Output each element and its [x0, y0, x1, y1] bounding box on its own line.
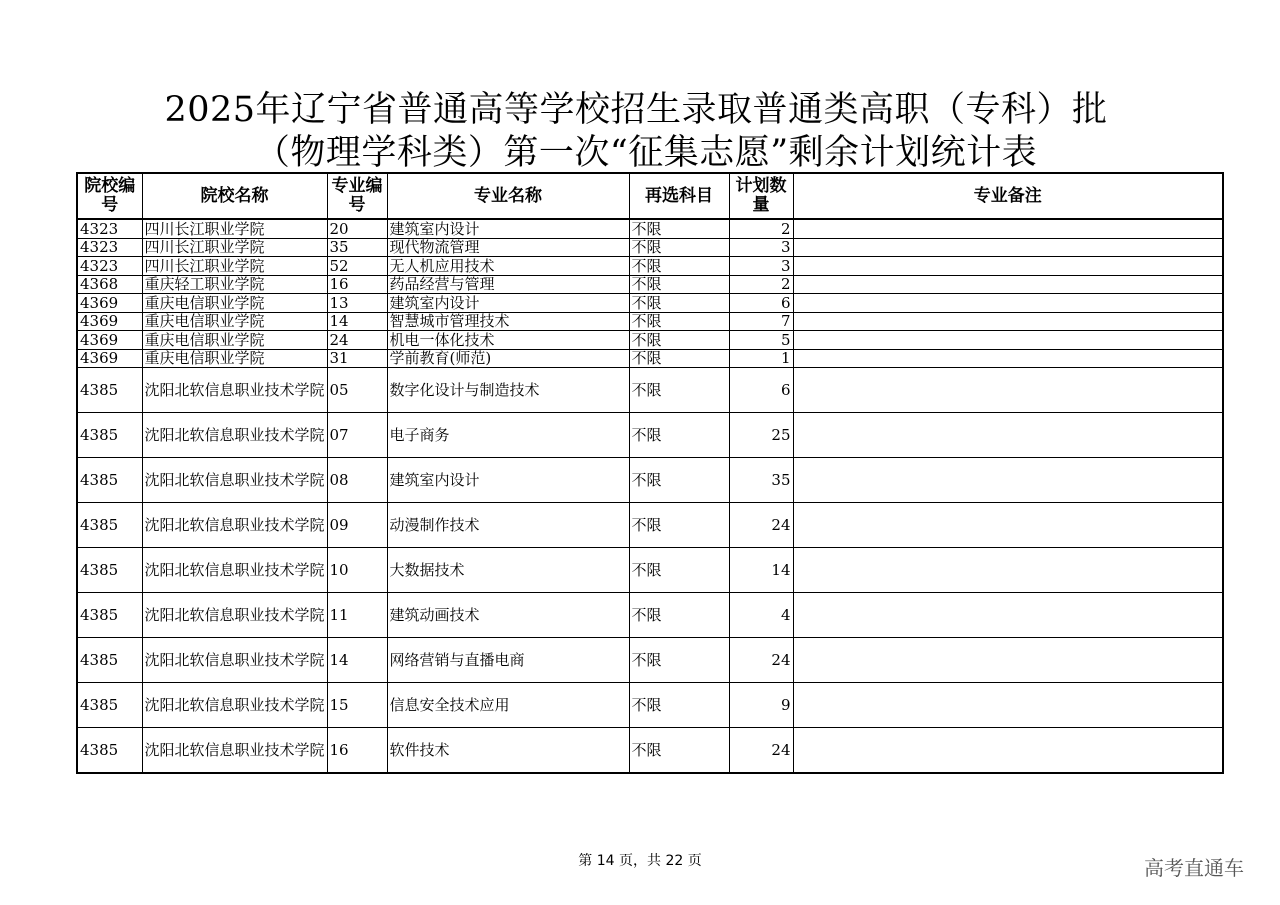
cell-major-name: 学前教育(师范) [387, 349, 629, 368]
table-row [77, 728, 1223, 774]
table-row [77, 503, 1223, 548]
cell-major-code: 08 [327, 458, 387, 503]
cell-major-code: 52 [327, 257, 387, 276]
cell-major-name: 现代物流管理 [387, 238, 629, 257]
cell-subject: 不限 [629, 368, 729, 413]
cell-school-name: 沈阳北软信息职业技术学院 [142, 413, 327, 458]
cell-school-code: 4385 [77, 458, 142, 503]
cell-major-name: 数字化设计与制造技术 [387, 368, 629, 413]
header-major-code: 专业编号 [327, 173, 387, 219]
cell-plan: 1 [729, 349, 793, 368]
cell-school-code: 4323 [77, 257, 142, 276]
table-row [77, 331, 1223, 350]
cell-major-code: 09 [327, 503, 387, 548]
table-row [77, 275, 1223, 294]
cell-remark [793, 593, 1223, 638]
cell-major-code: 20 [327, 219, 387, 238]
cell-major-name: 药品经营与管理 [387, 275, 629, 294]
cell-school-name: 沈阳北软信息职业技术学院 [142, 593, 327, 638]
cell-plan: 2 [729, 219, 793, 238]
table-row [77, 257, 1223, 276]
cell-remark [793, 219, 1223, 238]
cell-remark [793, 294, 1223, 313]
cell-school-code: 4369 [77, 349, 142, 368]
cell-remark [793, 548, 1223, 593]
cell-major-name: 建筑动画技术 [387, 593, 629, 638]
cell-subject: 不限 [629, 312, 729, 331]
cell-plan: 6 [729, 368, 793, 413]
cell-remark [793, 312, 1223, 331]
cell-remark [793, 275, 1223, 294]
cell-subject: 不限 [629, 458, 729, 503]
header-major-name: 专业名称 [387, 173, 629, 219]
cell-subject: 不限 [629, 238, 729, 257]
cell-remark [793, 413, 1223, 458]
cell-school-name: 重庆电信职业学院 [142, 312, 327, 331]
cell-school-code: 4369 [77, 294, 142, 313]
cell-subject: 不限 [629, 275, 729, 294]
cell-major-code: 35 [327, 238, 387, 257]
table-row [77, 238, 1223, 257]
cell-major-name: 机电一体化技术 [387, 331, 629, 350]
cell-major-code: 11 [327, 593, 387, 638]
cell-plan: 4 [729, 593, 793, 638]
cell-plan: 24 [729, 503, 793, 548]
cell-school-code: 4385 [77, 728, 142, 774]
cell-major-name: 建筑室内设计 [387, 219, 629, 238]
cell-subject: 不限 [629, 413, 729, 458]
cell-plan: 7 [729, 312, 793, 331]
cell-school-code: 4385 [77, 413, 142, 458]
page-title-line1: 2025年辽宁省普通高等学校招生录取普通类高职（专科）批 [164, 90, 1108, 130]
cell-school-name: 沈阳北软信息职业技术学院 [142, 458, 327, 503]
cell-school-name: 沈阳北软信息职业技术学院 [142, 638, 327, 683]
cell-school-name: 重庆电信职业学院 [142, 349, 327, 368]
table-row [77, 219, 1223, 238]
cell-school-code: 4385 [77, 593, 142, 638]
cell-school-name: 沈阳北软信息职业技术学院 [142, 503, 327, 548]
cell-remark [793, 331, 1223, 350]
cell-major-code: 13 [327, 294, 387, 313]
cell-plan: 24 [729, 728, 793, 774]
cell-major-name: 动漫制作技术 [387, 503, 629, 548]
table-row [77, 312, 1223, 331]
watermark: 高考直通车 [1144, 856, 1244, 880]
cell-school-code: 4323 [77, 238, 142, 257]
cell-school-code: 4385 [77, 368, 142, 413]
cell-remark [793, 683, 1223, 728]
table-row [77, 349, 1223, 368]
page-title-line2: （物理学科类）第一次“征集志愿”剩余计划统计表 [254, 133, 1038, 173]
cell-plan: 2 [729, 275, 793, 294]
cell-major-code: 07 [327, 413, 387, 458]
cell-school-code: 4385 [77, 503, 142, 548]
cell-school-code: 4369 [77, 312, 142, 331]
cell-plan: 35 [729, 458, 793, 503]
cell-school-name: 沈阳北软信息职业技术学院 [142, 368, 327, 413]
cell-major-name: 建筑室内设计 [387, 294, 629, 313]
cell-remark [793, 458, 1223, 503]
cell-major-name: 大数据技术 [387, 548, 629, 593]
cell-plan: 3 [729, 257, 793, 276]
cell-school-code: 4385 [77, 683, 142, 728]
cell-plan: 9 [729, 683, 793, 728]
cell-subject: 不限 [629, 728, 729, 774]
cell-subject: 不限 [629, 683, 729, 728]
header-subject: 再选科目 [629, 173, 729, 219]
cell-subject: 不限 [629, 593, 729, 638]
cell-remark [793, 238, 1223, 257]
cell-remark [793, 638, 1223, 683]
cell-subject: 不限 [629, 349, 729, 368]
header-plan: 计划数量 [729, 173, 793, 219]
cell-plan: 25 [729, 413, 793, 458]
cell-major-name: 智慧城市管理技术 [387, 312, 629, 331]
cell-school-name: 四川长江职业学院 [142, 238, 327, 257]
cell-school-name: 沈阳北软信息职业技术学院 [142, 548, 327, 593]
cell-school-name: 四川长江职业学院 [142, 257, 327, 276]
cell-major-name: 信息安全技术应用 [387, 683, 629, 728]
cell-school-name: 沈阳北软信息职业技术学院 [142, 728, 327, 774]
cell-major-code: 16 [327, 728, 387, 774]
cell-school-name: 重庆电信职业学院 [142, 331, 327, 350]
cell-major-code: 31 [327, 349, 387, 368]
cell-subject: 不限 [629, 219, 729, 238]
table-row [77, 294, 1223, 313]
cell-plan: 6 [729, 294, 793, 313]
cell-subject: 不限 [629, 294, 729, 313]
table-row [77, 638, 1223, 683]
cell-school-name: 重庆轻工职业学院 [142, 275, 327, 294]
cell-major-code: 14 [327, 638, 387, 683]
cell-major-code: 10 [327, 548, 387, 593]
cell-remark [793, 728, 1223, 774]
table-row [77, 368, 1223, 413]
cell-major-code: 14 [327, 312, 387, 331]
table-row [77, 593, 1223, 638]
cell-subject: 不限 [629, 257, 729, 276]
table-row [77, 548, 1223, 593]
cell-plan: 5 [729, 331, 793, 350]
cell-school-code: 4385 [77, 638, 142, 683]
cell-remark [793, 503, 1223, 548]
table-row [77, 683, 1223, 728]
cell-major-name: 网络营销与直播电商 [387, 638, 629, 683]
cell-major-name: 建筑室内设计 [387, 458, 629, 503]
cell-subject: 不限 [629, 548, 729, 593]
table-row [77, 413, 1223, 458]
cell-major-code: 05 [327, 368, 387, 413]
page-footer: 第 14 页，共 22 页 [578, 853, 702, 869]
cell-subject: 不限 [629, 331, 729, 350]
cell-plan: 14 [729, 548, 793, 593]
cell-subject: 不限 [629, 638, 729, 683]
table-header-row [77, 173, 1223, 219]
cell-major-code: 24 [327, 331, 387, 350]
cell-remark [793, 257, 1223, 276]
cell-plan: 3 [729, 238, 793, 257]
enrollment-table [76, 172, 1224, 774]
cell-major-name: 电子商务 [387, 413, 629, 458]
cell-school-name: 重庆电信职业学院 [142, 294, 327, 313]
cell-school-code: 4385 [77, 548, 142, 593]
table-row [77, 458, 1223, 503]
header-remark: 专业备注 [793, 173, 1223, 219]
header-school-name: 院校名称 [142, 173, 327, 219]
cell-plan: 24 [729, 638, 793, 683]
cell-school-name: 沈阳北软信息职业技术学院 [142, 683, 327, 728]
cell-school-code: 4323 [77, 219, 142, 238]
cell-school-code: 4368 [77, 275, 142, 294]
cell-major-code: 16 [327, 275, 387, 294]
cell-school-code: 4369 [77, 331, 142, 350]
cell-major-code: 15 [327, 683, 387, 728]
cell-school-name: 四川长江职业学院 [142, 219, 327, 238]
cell-remark [793, 368, 1223, 413]
cell-major-name: 无人机应用技术 [387, 257, 629, 276]
cell-major-name: 软件技术 [387, 728, 629, 774]
cell-remark [793, 349, 1223, 368]
cell-subject: 不限 [629, 503, 729, 548]
table-body [77, 219, 1223, 773]
header-school-code: 院校编号 [77, 173, 142, 219]
